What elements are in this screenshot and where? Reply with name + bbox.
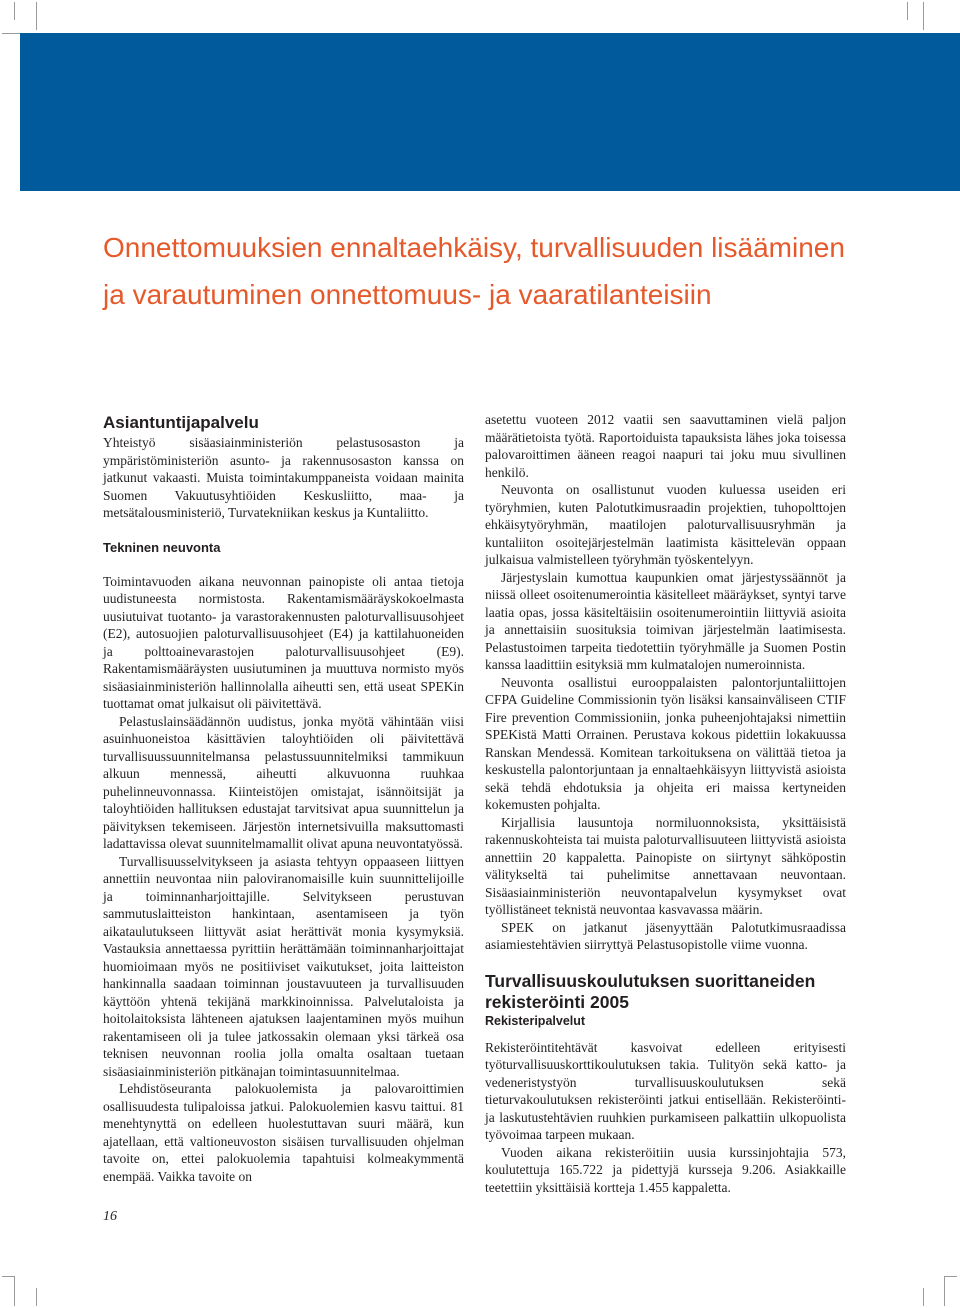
crop-mark-bottom-right-v2: [923, 1288, 924, 1306]
paragraph: Pelastuslainsäädännön uudistus, jonka myötä vähintään viisi asuinhuoneistoa käsittävien taloyhtiöiden oli päivitettävä turvallisuussuunnitelmansa pelastussuunnitelmiksi tammikuun alkuun mennessä, aiheutti alkuvuonna ruuhkaa puhelinneuvonnassa. Kiinteistöjen omistajat, isännöitsijät ja taloyhtiöiden hallituksen edustajat tarvitsivat apua suunnittelun ja päivityksen tekemiseen. Järjestön internetsivuilla maksuttomasti ladattavissa olevat suunnitelmamallit olivat apuna neuvontatyössä.: [103, 713, 464, 851]
paragraph: Toimintavuoden aikana neuvonnan painopiste oli antaa tietoja uudistuneesta normistosta. Rakentamismääräyskokoelmasta uusiutuivat tuotanto- ja varastorakennusten paloturvallisuusohjeet (E2), autosuojien paloturvallisuusohjeet (E4) ja kattilahuoneiden ja polttoainevarastojen paloturvallisuusohjeet (E9). Rakentamismääräysten uusiutuminen ja muuttuva normisto myös sisäasiainministeriön hallinnolalla aiheutti sen, että useat SPEKin tuottamat omat julkaisut oli päivitettävä.: [103, 573, 464, 711]
crop-mark-bottom-right-h: [945, 1276, 957, 1277]
paragraph: Turvallisuusselvitykseen ja asiasta tehtyyn oppaaseen liittyen annettiin neuvontaa niin paloviranomaisille kuin suunnittelijoille ja toiminnanharjoittajille. Selvitykseen perustuvan sammutuslaitteiston hankintaan, asentamiseen ja työn aikataulutukseen liittyvät asiat herättivät monia kysymyksiä. Vastauksia annettaessa pyrittiin herättämään toiminnanharjoittajat huomioimaan myös ne positiiviset vaikutukset, joita laitteiston hankinnalla saadaan toiminnan joustavuuteen ja turvallisuuden käyttöön yhtenä tekijänä markkinoinnissa. Palvelutaloista ja hoitolaitoksista lähteneen ajatuksen laajentaminen myös muihun rakentamiseen oli ja tulee jatkossakin olemaan yksi tärkeä osa teknisen neuvonnan roolia jolla omalta osaltaan tuetaan sisäasiainministeriön pitkänajan toimintasuunnitelmaa.: [103, 853, 464, 1079]
right-column: [485, 411, 846, 1196]
subheading-rekisteripalvelut: Rekisteripalvelut: [485, 1013, 586, 1028]
crop-mark-bottom-right-v: [944, 1276, 945, 1306]
section-heading-asiantuntijapalvelu: Asiantuntijapalvelu: [103, 413, 259, 432]
heading-line: Turvallisuuskoulutuksen suorittaneiden: [485, 970, 816, 991]
crop-mark-top-left-corner: [14, 2, 15, 20]
crop-mark-bottom-left-v2: [36, 1288, 37, 1306]
paragraph: Neuvonta on osallistunut vuoden kuluessa useiden eri työryhmien, kuten Palotutkimusraadin projektien, tuhopolttojen ehkäisytyöryhmän, maatilojen paloturvallisuusryhmän ja kuntaliiton osoitejärjestelmän laatimista käsittelevän oppaan julkaisua valmistelleen työryhmän työskentelyyn.: [485, 482, 846, 567]
crop-mark-top-left-v: [36, 2, 37, 30]
heading-line: rekisteröinti 2005: [485, 991, 629, 1012]
paragraph: Yhteistyö sisäasiainministeriön pelastusosaston ja ympäristöministeriön asunto- ja rakennusosaston kanssa on jatkunut vakaasti. Muista toimintakumppaneista voidaan mainita Suomen Vakuutusyhtiöiden Keskusliitto, maa- ja metsätalousministeriö, Turvatekniikan keskus ja Kuntaliitto.: [103, 435, 464, 520]
paragraph: Rekisteröintitehtävät kasvoivat edelleen erityisesti työturvallisuuskorttikoulutuksen takia. Tulityön sekä katto- ja vedeneristystyön turvallisuuskoulutuksen sekä tieturvakoulutuksen rekisteröinti jatkui entisellään. Rekisteröinti- ja laskutustehtävien ruuhkien purkamiseen palkattiin ulkopuolista työvoimaa tarpeen mukaan.: [485, 1039, 846, 1142]
paragraph: Vuoden aikana rekisteröitiin uusia kurssinjohtajia 573, koulutettuja 165.722 ja pidettyjä kursseja 9.206. Asiakkaille teetettiin yksittäisiä kortteja 1.455 kappaletta.: [485, 1144, 846, 1195]
page-number: 16: [103, 1209, 117, 1224]
paragraph: Järjestyslain kumottua kaupunkien omat järjestyssäännöt ja niissä olleet osoitenumerointia käsitelleet määräykset, syntyi tarve laatia opas, jossa käsiteltäisiin osoitenumerointiin liittyviä asioita ja annettaisiin suosituksia toimivan järjestelmän laatimisesta. Pelastustoimen tarpeita tiedotettiin työryhmälle ja Suomen Postin kanssa laadittiin esityksiä mm kulmatalojen numeroinnista.: [485, 569, 846, 672]
paragraph: Kirjallisia lausuntoja normiluonnoksista, yksittäisistä rakennuskohteista tai muista paloturvallisuuteen liittyvistä asioista annettiin 20 kappaletta. Painopiste on siirtynyt sähköpostin välitykseltä tai puhelimitse annettavaan neuvontaan. Sisäasiainministeriön neuvontapalvelun kysymykset ovat työllistäneet teknistä neuvontaa kasvavassa määrin.: [485, 814, 846, 917]
crop-mark-bottom-left-h: [2, 1276, 14, 1277]
paragraph: SPEK on jatkanut jäsenyyttään Palotutkimusraadissa asiamiestehtävien siirryttyä Pelastusopistolle viime vuonna.: [485, 919, 846, 952]
paragraph: Lehdistöseuranta palokuolemista ja palovaroittimien osallisuudesta tulipaloissa jatkui. Palokuolemien kasvu taittui. 81 menehtynyttä on edelleen huolestuttavan suuri määrä, kun ajatellaan, että valtioneuvoston sisäisen turvallisuuden ohjelman tavoite on, ettei palokuolemia tapahtuisi kolmeakymmentä enempää. Vaikka tavoite on: [103, 1081, 464, 1184]
crop-mark-top-right-corner: [907, 2, 908, 20]
crop-mark-bottom-left-v: [14, 1276, 15, 1306]
left-column: [103, 412, 464, 1185]
page-title-line-2: ja varautuminen onnettomuus- ja vaaratilanteisiin: [103, 279, 712, 310]
section-heading-koulutuksen-rekisterointi: [485, 971, 846, 1013]
paragraph: asetettu vuoteen 2012 vaatii sen saavuttaminen vielä paljon määrätietoista työtä. Raportoiduista tapauksista lähes joka toisessa palovaroittimen ääneen reagoi naapuri tai joku muu sivullinen henkilö.: [485, 412, 846, 480]
header-band: [20, 33, 960, 191]
page-title-line-1: Onnettomuuksien ennaltaehkäisy, turvallisuuden lisääminen: [103, 232, 845, 263]
paragraph: Neuvonta osallistui eurooppalaisten palontorjuntaliittojen CFPA Guideline Commissionin työn lisäksi kansainväliseen CTIF Fire prevention Commissioniin, jonka puheenjohtajaksi nimettiin SPEKistä Matti Orrainen. Perustava kokous pidettiin lokakuussa Ranskan Mendessä. Komitean tarkoituksena on välittää tietoa ja keskustella palontorjuntaan ja ennaltaehkäisyyn liittyvistä asioista sekä tehdä ehdotuksia ja ohjeita eri maissa kertyneiden kokemusten pohjalta.: [485, 674, 846, 812]
section-heading-tekninen-neuvonta: Tekninen neuvonta: [103, 539, 221, 555]
crop-mark-top-right-v: [923, 2, 924, 30]
